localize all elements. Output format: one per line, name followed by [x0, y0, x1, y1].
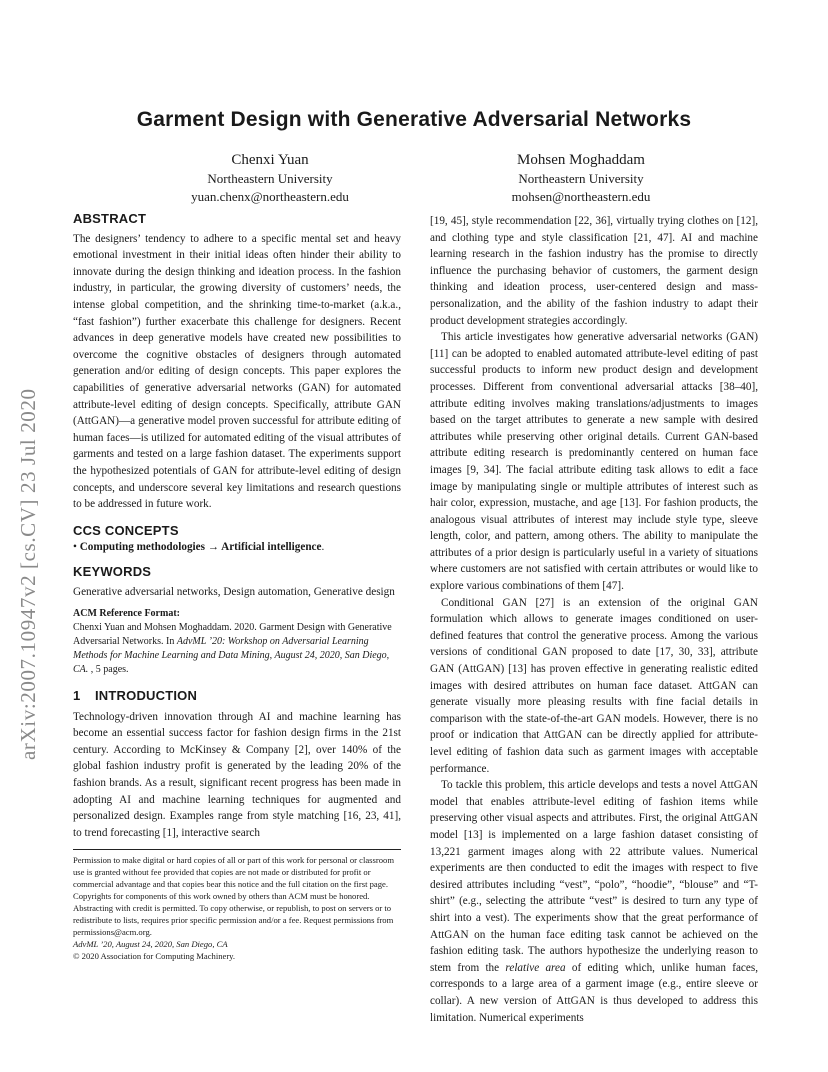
reference-venue: AdvML ’20: Workshop on Adversarial Learning Methods for Machine Learning and Data Mining, August 24, 2020, San Diego, CA. — [73, 636, 390, 676]
abstract-heading: ABSTRACT — [73, 211, 147, 226]
section-title: INTRODUCTION — [95, 688, 198, 704]
left-column — [73, 211, 401, 841]
section-number: 1 — [73, 688, 81, 704]
paragraph-text: To tackle this problem, this article develops and tests a novel AttGAN model that enables attribute-level editing of fashion items while preserving other visual aspects and attributes. First, the original AttGAN model [13] is implemented on a large fashion dataset consisting of 13,221 garment images along with 22 attribute values. Numerical experiments are then conducted to edit the images with respect to five desired attributes including “vest”, “polo”, “hoodie”, “blouse” and “T-shirt” (e.g., selecting the attribute “vest” is desired to turn any type of shirt into a vest). The experiments show that the great performance of AttGAN on the human face editing task cannot be achieved on the fashion editing task. The authors hypothesize the underlying reason to stem from the — [430, 779, 758, 974]
author-affiliation: Northeastern University — [207, 171, 333, 186]
introduction-text: Technology-driven innovation through AI and machine learning has become an essential success factor for fashion design firms in the 21st century. According to McKinsey & Company [2], over 140% of the global fashion industry profit is generated by the leading 20% of the fashion brands. As a result, significant recent progress has been made in adopting AI and machine learning techniques for augmented and personalized design. Examples range from style matching [16, 23, 41], to trend forecasting [1], interactive search — [73, 710, 401, 839]
paragraph: Conditional GAN [27] is an extension of the original GAN formulation which allows to generate images conditioned on user-defined features that control the generative process. Among the various versions of conditional GAN proposed to date [17, 30, 33], attribute GAN (AttGAN) [13] has proven effective in generating realistic edited images with desired attributes on human face dataset. AttGAN can generate visually more pleasing results with fine facial details in comparison with the state-of-the-art GAN models. However, there is no proof or indication that AttGAN can be directly applied for attribute-level editing of fashion data such as garment images with acceptable performance. — [430, 596, 758, 775]
ccs-term: Computing methodologies — [79, 541, 205, 554]
copyright-line: © 2020 Association for Computing Machinery. — [73, 951, 236, 961]
author-name: Mohsen Moghaddam — [517, 152, 645, 168]
reference-text: Chenxi Yuan and Mohsen Moghaddam. 2020. Garment Design with Generative Adversarial Networks. In — [73, 622, 392, 648]
author-affiliation: Northeastern University — [518, 171, 644, 186]
arxiv-stamp: arXiv:2007.10947v2 [cs.CV] 23 Jul 2020 — [16, 388, 40, 760]
venue-text: AdvML ’20, August 24, 2020, San Diego, CA — [73, 939, 228, 949]
arrow-glyph: → — [204, 541, 222, 554]
author-name: Chenxi Yuan — [231, 152, 309, 168]
emphasis-text: relative area — [505, 961, 566, 974]
ccs-term: Artificial intelligence — [221, 541, 322, 554]
ccs-heading: CCS CONCEPTS — [73, 522, 179, 538]
reference-format-heading: ACM Reference Format: — [73, 608, 180, 620]
ccs-period: . — [321, 541, 325, 554]
paragraph: This article investigates how generative adversarial networks (GAN) [11] can be adopted to enabled automated attribute-level editing of past successful products to inform new product design and development processes. Different from conventional adversarial attacks [38–40], attribute editing involves making translations/adjustments to images based on the target attributes to generate a new sample with desired attributes while preserving other original details. Current GAN-based attribute editing research is predominantly centered on human face images [9, 34]. The facial attribute editing task allows to edit a face image by manipulating single or multiple attributes of interest such as hair color, expression, mustache, and age [13]. For fashion products, the analogous visual attributes of interest may include style type, sleeve length, color, and pattern, among others. The ability to manipulate the attributes of a prior design is particularly useful in a variety of situations where customers are not satisfied with certain attributes or would like to explore various combinations of them [47]. — [430, 331, 758, 593]
reference-format-text — [73, 621, 401, 677]
ccs-concepts-line — [73, 539, 401, 556]
abstract-text: The designers’ tendency to adhere to a specific mental set and heavy emotional investment in their initial ideas often hinder their ability to innovate during the design thinking and ideation process. In the fashion industry, in particular, the growing diversity of customers’ needs, the intense global competition, and the shrinking time-to-market (a.k.a., “fast fashion”) further exacerbate this challenge for designers. Recent advances in deep generative models have created new possibilities to overcome the cognitive obstacles of designers through automated generation and/or editing of design concepts. This paper explores the capabilities of generative adversarial networks (GAN) for automated attribute-level editing of design concepts. Specifically, attribute GAN (AttGAN)—a generative model proven successful for attribute editing of human faces—is utilized for automated editing of the visual attributes of garments and tested on a large fashion dataset. The experiments support the hypothesized potentials of GAN for attribute-level editing of design concepts, and underscore several key limitations and research questions to be addressed in future work. — [73, 232, 401, 511]
permission-text: Permission to make digital or hard copies of all or part of this work for personal or classroom use is granted without fee provided that copies are not made or distributed for profit or commercial advantage and that copies bear this notice and the full citation on the first page. Copyrights for components of this work owned by others than ACM must be honored. Abstracting with credit is permitted. To copy otherwise, or republish, to post on servers or to redistribute to lists, requires prior specific permission and/or a fee. Request permissions from permissions@acm.org. — [73, 855, 394, 937]
author-email: mohsen@northeastern.edu — [511, 189, 651, 204]
paragraph: [19, 45], style recommendation [22, 36], virtually trying clothes on [12], and clothing type and style classification [21, 47]. AI and machine learning research in the fashion industry has the promise to directly influence the purchasing behavior of customers, the garment design thinking and ideation process, user-centered design and mass-personalization, and the ability of the fashion industry to adapt their product development strategies accordingly. — [430, 215, 758, 327]
author-block-1 — [120, 151, 420, 206]
paragraph — [430, 777, 758, 1026]
bullet: • — [73, 541, 77, 554]
permission-footnote — [73, 849, 401, 962]
venue-line — [73, 938, 401, 950]
paragraph-text: of editing which, unlike human faces, corresponds to a large area of a garment image (e.g., entire sleeve or collar). A new version of AttGAN is thus developed to address this limitation. Numerical experiments — [430, 961, 759, 1024]
keywords-heading: KEYWORDS — [73, 563, 152, 579]
author-block-2 — [431, 151, 731, 206]
reference-pages: , 5 pages. — [88, 664, 129, 676]
author-email: yuan.chenx@northeastern.edu — [191, 189, 349, 204]
keywords-text: Generative adversarial networks, Design automation, Generative design — [73, 586, 395, 599]
introduction-heading — [73, 688, 401, 705]
right-column — [430, 213, 758, 1026]
paper-title: Garment Design with Generative Adversarial Networks — [136, 108, 692, 131]
